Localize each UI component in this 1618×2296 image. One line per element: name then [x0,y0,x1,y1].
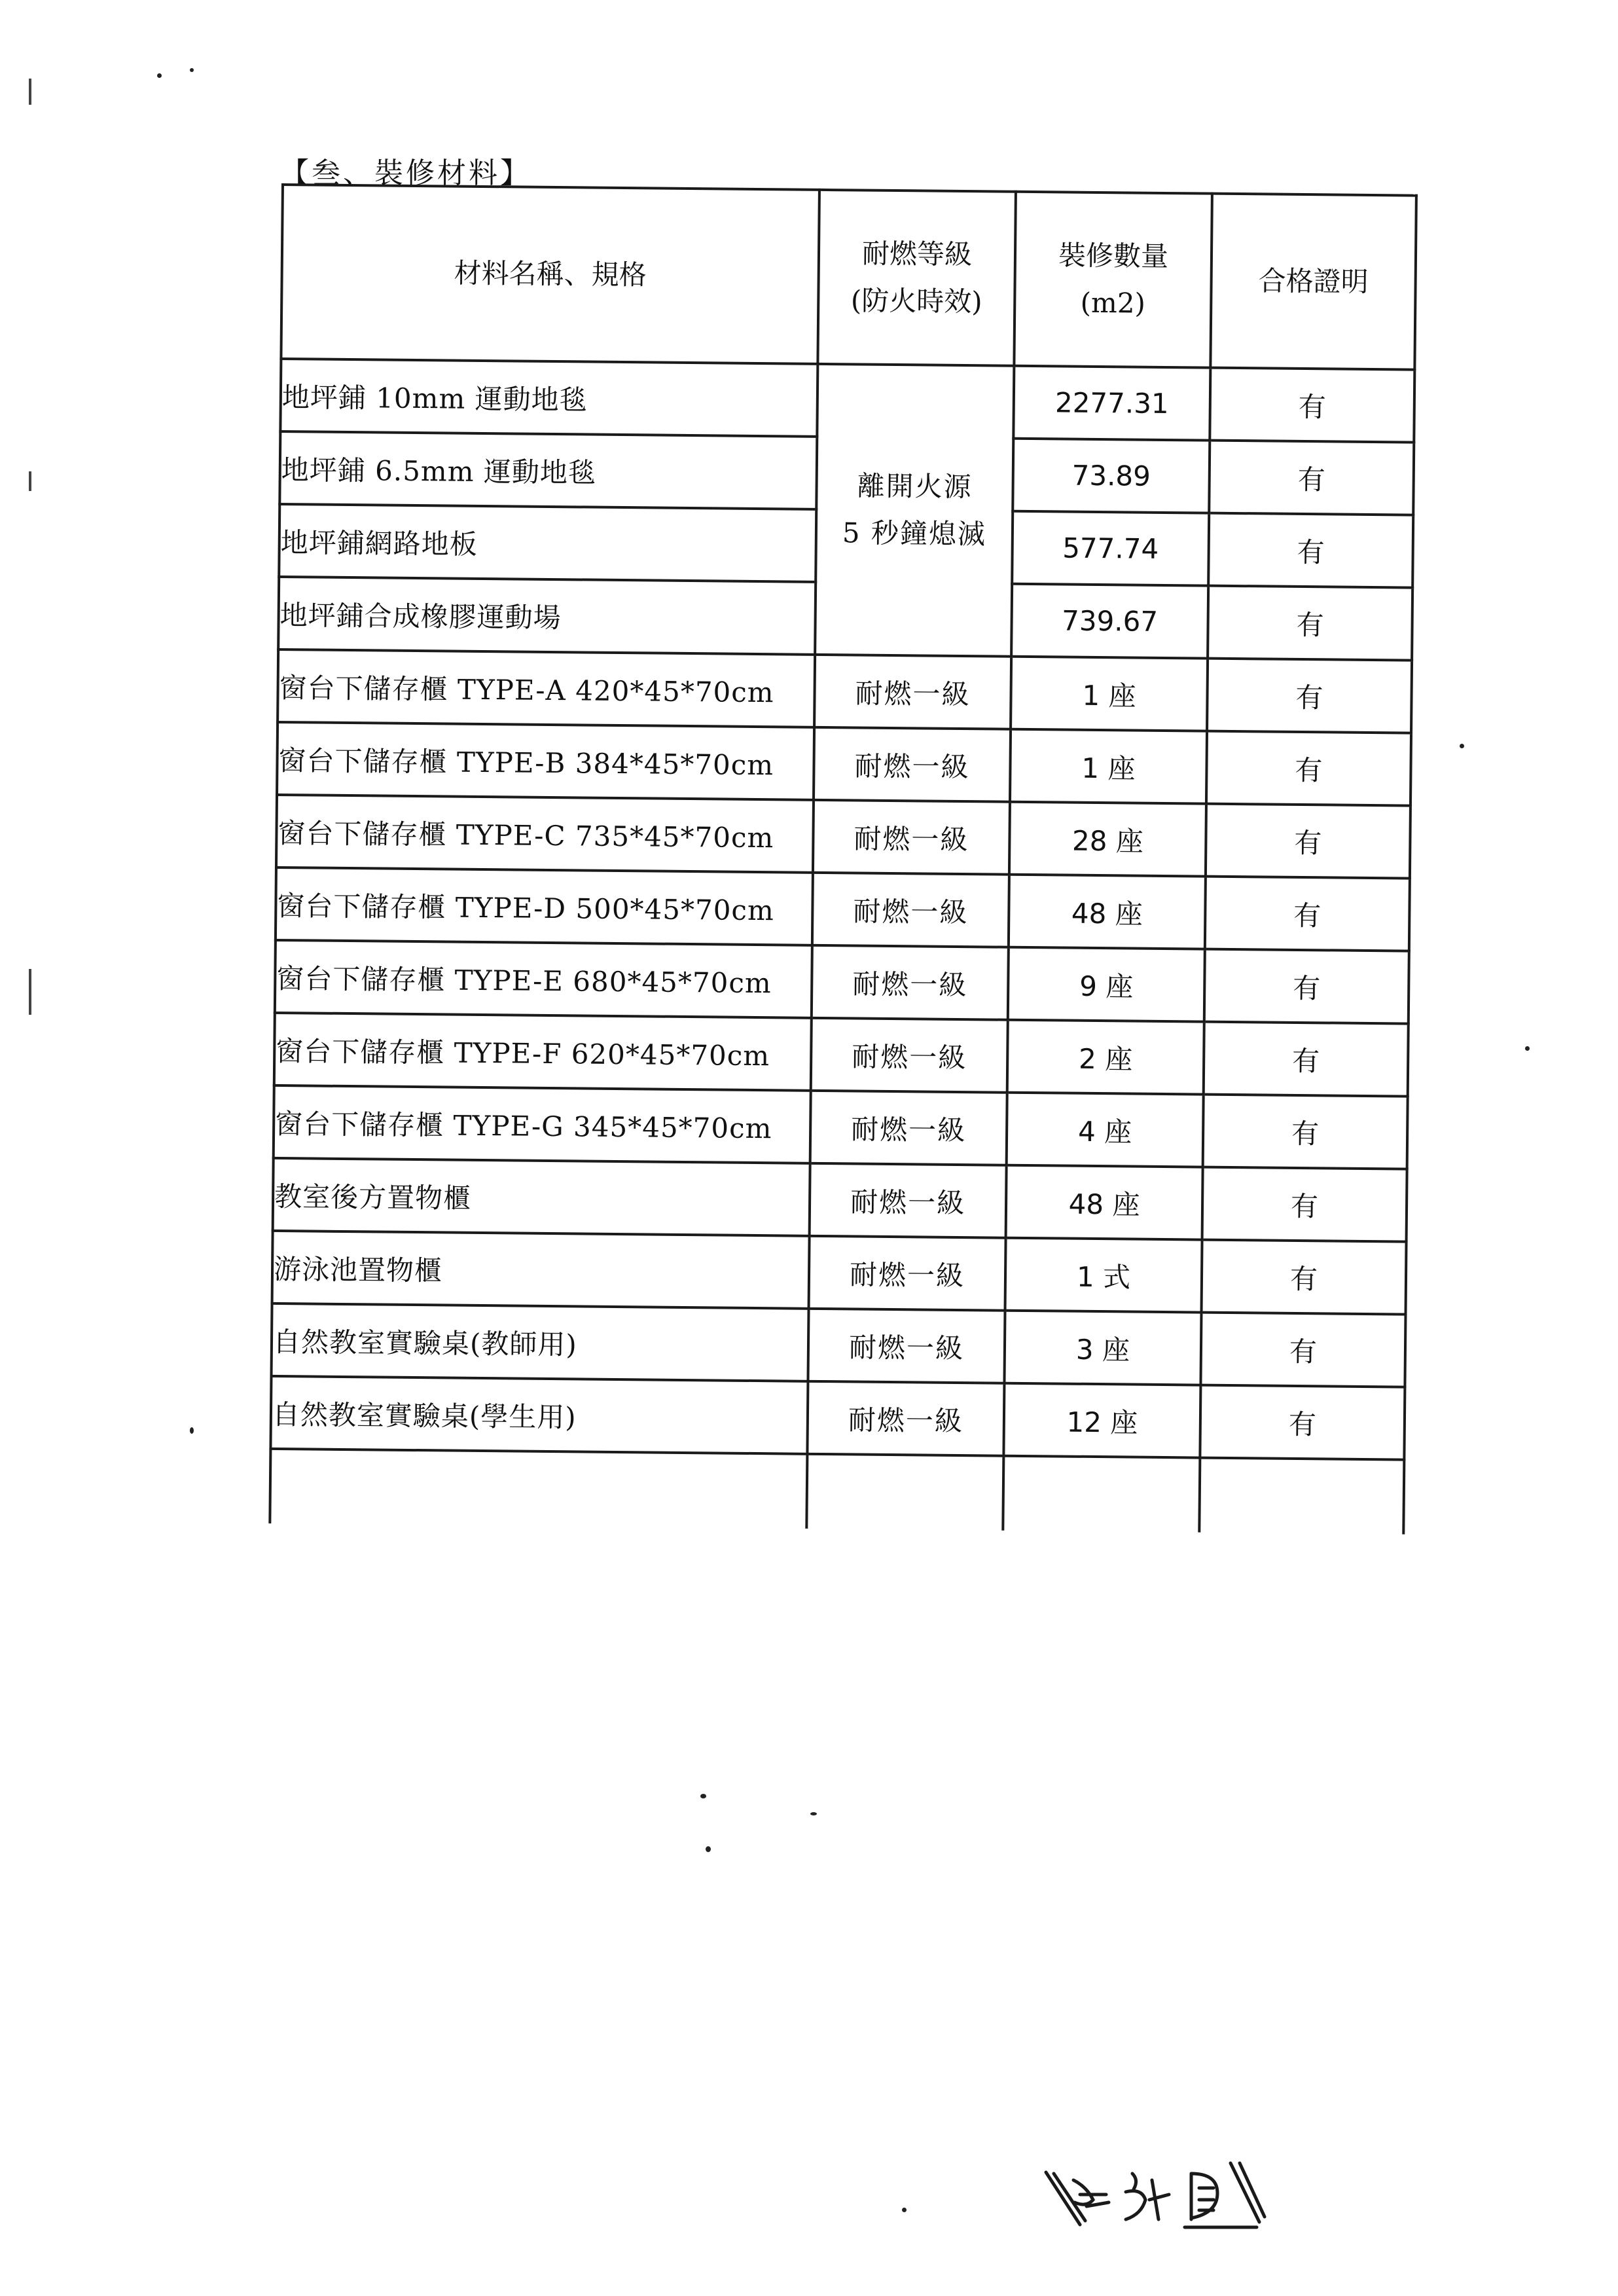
fire-grade-cell: 耐燃一級 [813,800,1010,875]
material-name-cell: 地坪鋪 10mm 運動地毯 [280,359,818,437]
header-quantity [1014,192,1212,368]
quantity-cell: 28 座 [1009,802,1206,877]
fire-grade-cell: 耐燃一級 [810,1163,1007,1238]
certificate-cell: 有 [1203,1095,1408,1169]
material-name-cell: 窗台下儲存櫃 TYPE-F 620*45*70cm [274,1013,812,1091]
table-row [277,722,1411,806]
table-row [275,940,1409,1024]
quantity-cell: 2 座 [1007,1020,1204,1095]
table-row [272,1231,1407,1315]
material-name-cell: 地坪鋪合成橡膠運動場 [278,577,816,655]
empty-cell [806,1454,1003,1531]
quantity-cell: 73.89 [1013,439,1210,513]
quantity-cell: 3 座 [1004,1311,1201,1385]
quantity-cell: 1 式 [1005,1238,1202,1313]
fire-grade-cell: 耐燃一級 [814,727,1011,802]
table-header-row [281,185,1416,370]
quantity-cell: 9 座 [1008,947,1205,1022]
table-row [280,359,1414,443]
certificate-cell: 有 [1208,513,1413,588]
quantity-cell: 12 座 [1003,1383,1200,1458]
scan-speck [902,2208,907,2212]
certificate-cell: 有 [1208,586,1412,661]
certificate-cell: 有 [1200,1385,1405,1460]
fire-grade-cell: 耐燃一級 [808,1309,1005,1383]
quantity-cell: 1 座 [1011,657,1208,731]
certificate-cell: 有 [1204,949,1409,1024]
empty-cell [1199,1458,1404,1535]
certificate-cell: 有 [1205,877,1410,951]
material-name-cell: 窗台下儲存櫃 TYPE-C 735*45*70cm [276,795,814,873]
header-material-name: 材料名稱、規格 [281,185,819,364]
table-row [272,1303,1406,1387]
quantity-cell: 1 座 [1010,729,1207,804]
table-row [278,649,1412,733]
certificate-cell: 有 [1207,659,1412,733]
fire-grade-cell: 耐燃一級 [811,1018,1008,1093]
header-quantity-line2: (m2) [1080,286,1146,319]
material-name-cell: 自然教室實驗桌(教師用) [272,1303,809,1381]
table-row [276,867,1410,951]
materials-table [268,183,1418,1535]
merged-grade-line2: 5 秒鐘熄滅 [842,517,987,551]
certificate-cell: 有 [1204,1022,1409,1097]
table-row [274,1085,1408,1169]
header-quantity-line1: 裝修數量 [1058,239,1169,273]
table-row [270,1376,1405,1460]
fire-grade-cell: 耐燃一級 [812,945,1009,1020]
fire-grade-cell: 耐燃一級 [812,873,1009,947]
material-name-cell: 自然教室實驗桌(學生用) [270,1376,808,1454]
certificate-cell: 有 [1209,441,1414,515]
empty-table-row [270,1449,1404,1535]
material-name-cell: 地坪鋪網路地板 [279,504,816,582]
table-row [276,795,1411,879]
scan-speck [157,73,162,78]
material-name-cell: 窗台下儲存櫃 TYPE-B 384*45*70cm [277,722,814,800]
merged-fire-grade-cell [815,364,1014,657]
merged-grade-line1: 離開火源 [857,469,973,503]
header-fire-grade-line2: (防火時效) [850,284,982,318]
fire-grade-cell: 耐燃一級 [807,1381,1004,1456]
scan-speck [700,1794,706,1798]
header-fire-grade [818,190,1016,366]
scan-speck [190,68,194,72]
scan-speck [810,1812,817,1815]
certificate-cell: 有 [1206,731,1411,806]
scan-edge-mark [29,79,31,105]
certificate-cell: 有 [1206,804,1411,879]
quantity-cell: 48 座 [1009,875,1206,949]
quantity-cell: 4 座 [1007,1093,1204,1167]
material-name-cell: 窗台下儲存櫃 TYPE-E 680*45*70cm [275,940,812,1018]
header-certificate: 合格證明 [1210,194,1416,370]
header-fire-grade-line1: 耐燃等級 [861,237,973,271]
scan-speck [706,1846,711,1852]
certificate-cell: 有 [1210,368,1414,443]
quantity-cell: 739.67 [1011,584,1208,659]
material-name-cell: 游泳池置物櫃 [272,1231,810,1309]
certificate-cell: 有 [1202,1240,1407,1315]
table-row [273,1158,1407,1242]
scan-speck [190,1427,194,1434]
empty-cell [1003,1456,1200,1533]
section-heading: 【叁、裝修材料】 [280,156,531,190]
fire-grade-cell: 耐燃一級 [814,655,1011,729]
certificate-cell: 有 [1200,1313,1405,1387]
table-row [274,1013,1409,1097]
scan-speck [1460,744,1464,748]
material-name-cell: 地坪鋪 6.5mm 運動地毯 [279,431,817,509]
certificate-cell: 有 [1202,1167,1407,1242]
architect-stamp [1034,2154,1276,2232]
scan-speck [1525,1046,1530,1051]
material-name-cell: 窗台下儲存櫃 TYPE-D 500*45*70cm [276,867,813,945]
fire-grade-cell: 耐燃一級 [809,1236,1006,1311]
material-name-cell: 窗台下儲存櫃 TYPE-A 420*45*70cm [278,649,815,727]
material-name-cell: 教室後方置物櫃 [273,1158,810,1236]
quantity-cell: 577.74 [1012,511,1209,586]
scan-edge-mark [29,969,31,1015]
quantity-cell: 2277.31 [1013,366,1210,441]
quantity-cell: 48 座 [1006,1165,1203,1240]
empty-cell [270,1449,807,1529]
scan-edge-mark [29,471,31,491]
fire-grade-cell: 耐燃一級 [810,1091,1007,1165]
material-name-cell: 窗台下儲存櫃 TYPE-G 345*45*70cm [274,1085,811,1163]
